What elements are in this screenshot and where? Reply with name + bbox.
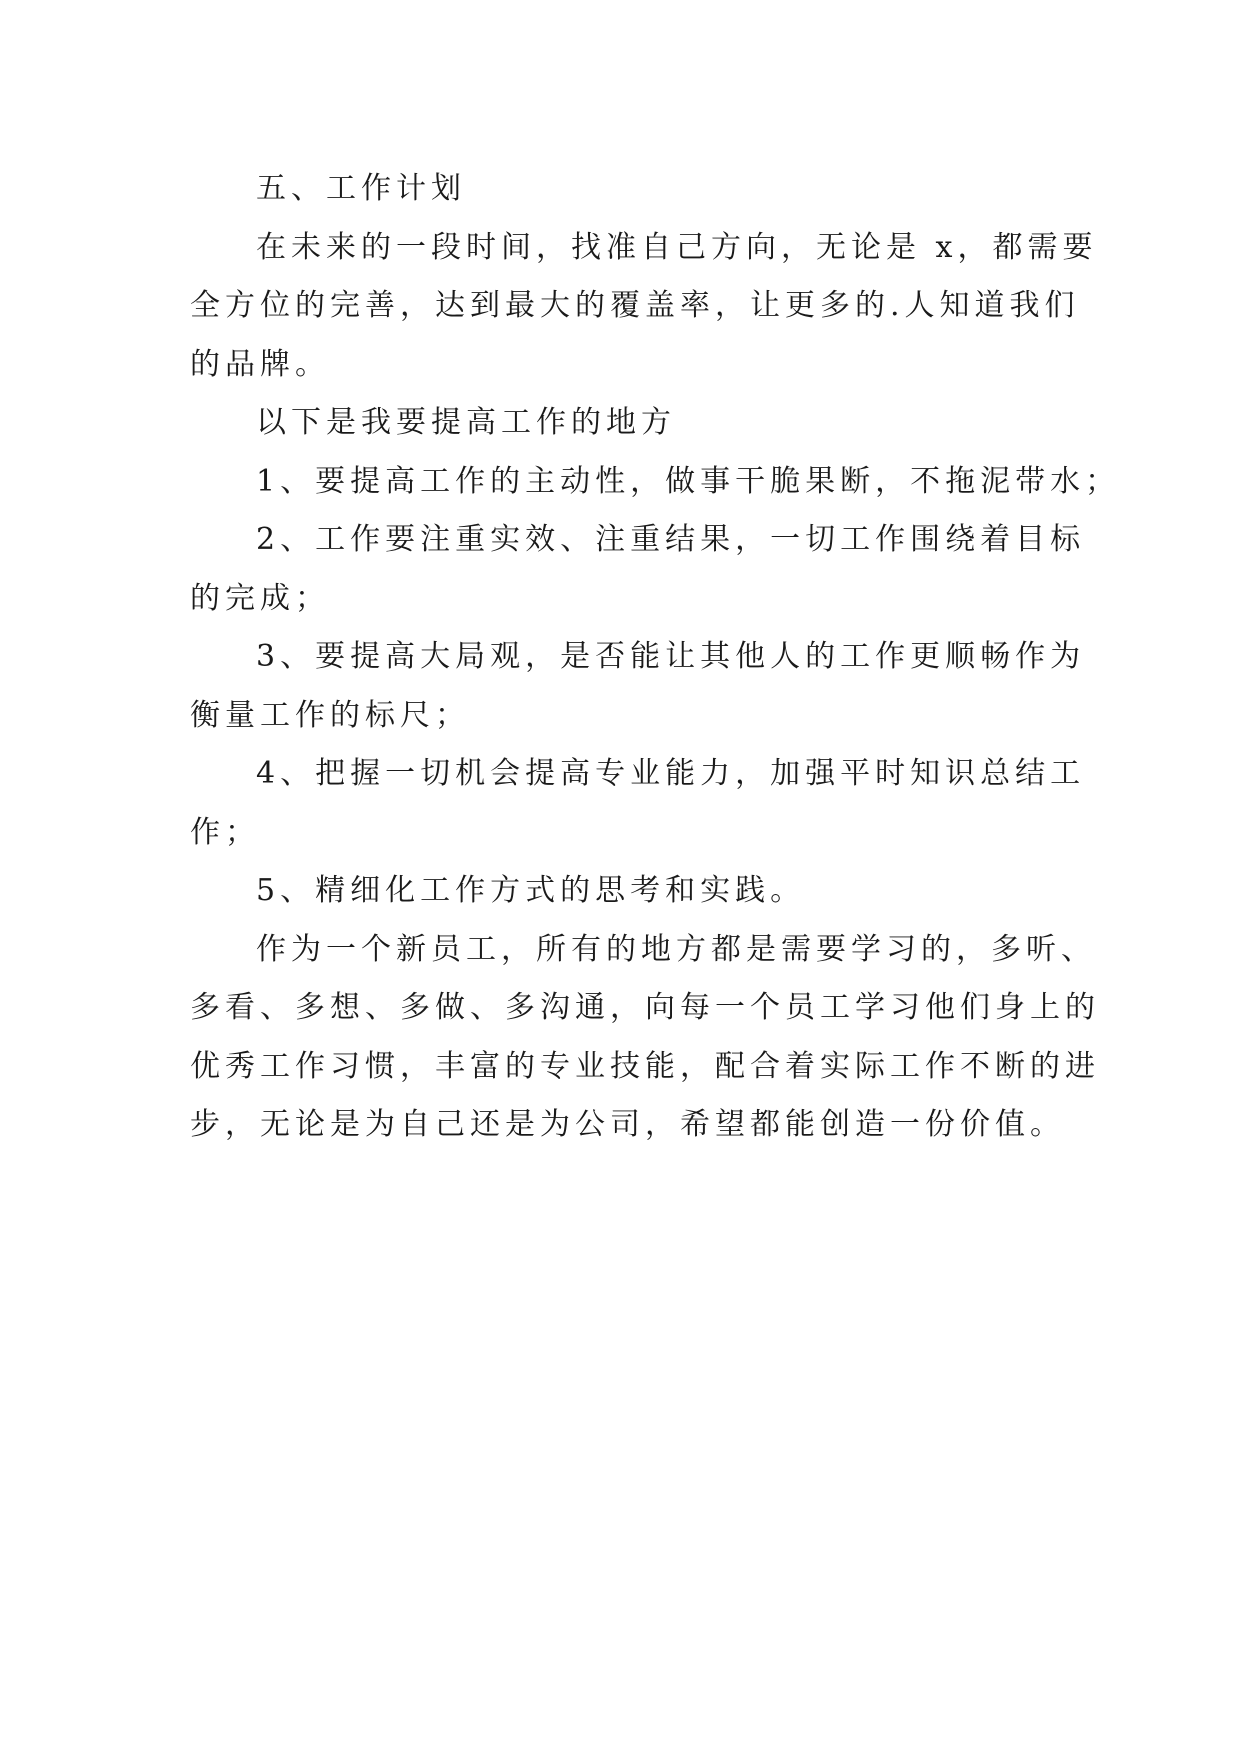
list-item: 1、要提高工作的主动性，做事干脆果断，不拖泥带水； xyxy=(256,463,1121,499)
paragraph-line: 的品牌。 xyxy=(190,346,330,382)
section-heading: 五、工作计划 xyxy=(256,171,466,206)
paragraph-line: 优秀工作习惯，丰富的专业技能，配合着实际工作不断的进 xyxy=(190,1048,1100,1084)
paragraph-line: 多看、多想、多做、多沟通，向每一个员工学习他们身上的 xyxy=(190,990,1100,1025)
paragraph-line: 作为一个新员工，所有的地方都是需要学习的，多听、 xyxy=(256,931,1096,967)
list-item: 4、把握一切机会提高专业能力，加强平时知识总结工 xyxy=(256,756,1086,791)
document-body xyxy=(190,160,1121,1155)
paragraph-line: 以下是我要提高工作的地方 xyxy=(256,405,676,440)
list-item: 2、工作要注重实效、注重结果，一切工作围绕着目标 xyxy=(256,522,1086,557)
paragraph-line: 全方位的完善，达到最大的覆盖率，让更多的.人知道我们 xyxy=(190,288,1080,323)
list-item-continuation: 的完成； xyxy=(190,580,330,616)
list-item: 5、精细化工作方式的思考和实践。 xyxy=(256,873,806,908)
paragraph-line: 步，无论是为自己还是为公司，希望都能创造一份价值。 xyxy=(190,1107,1065,1142)
list-item-continuation: 作； xyxy=(190,814,260,850)
list-item: 3、要提高大局观，是否能让其他人的工作更顺畅作为 xyxy=(256,639,1086,674)
list-item-continuation: 衡量工作的标尺； xyxy=(190,697,470,733)
paragraph-line: 在未来的一段时间，找准自己方向，无论是 x，都需要 xyxy=(256,229,1098,265)
